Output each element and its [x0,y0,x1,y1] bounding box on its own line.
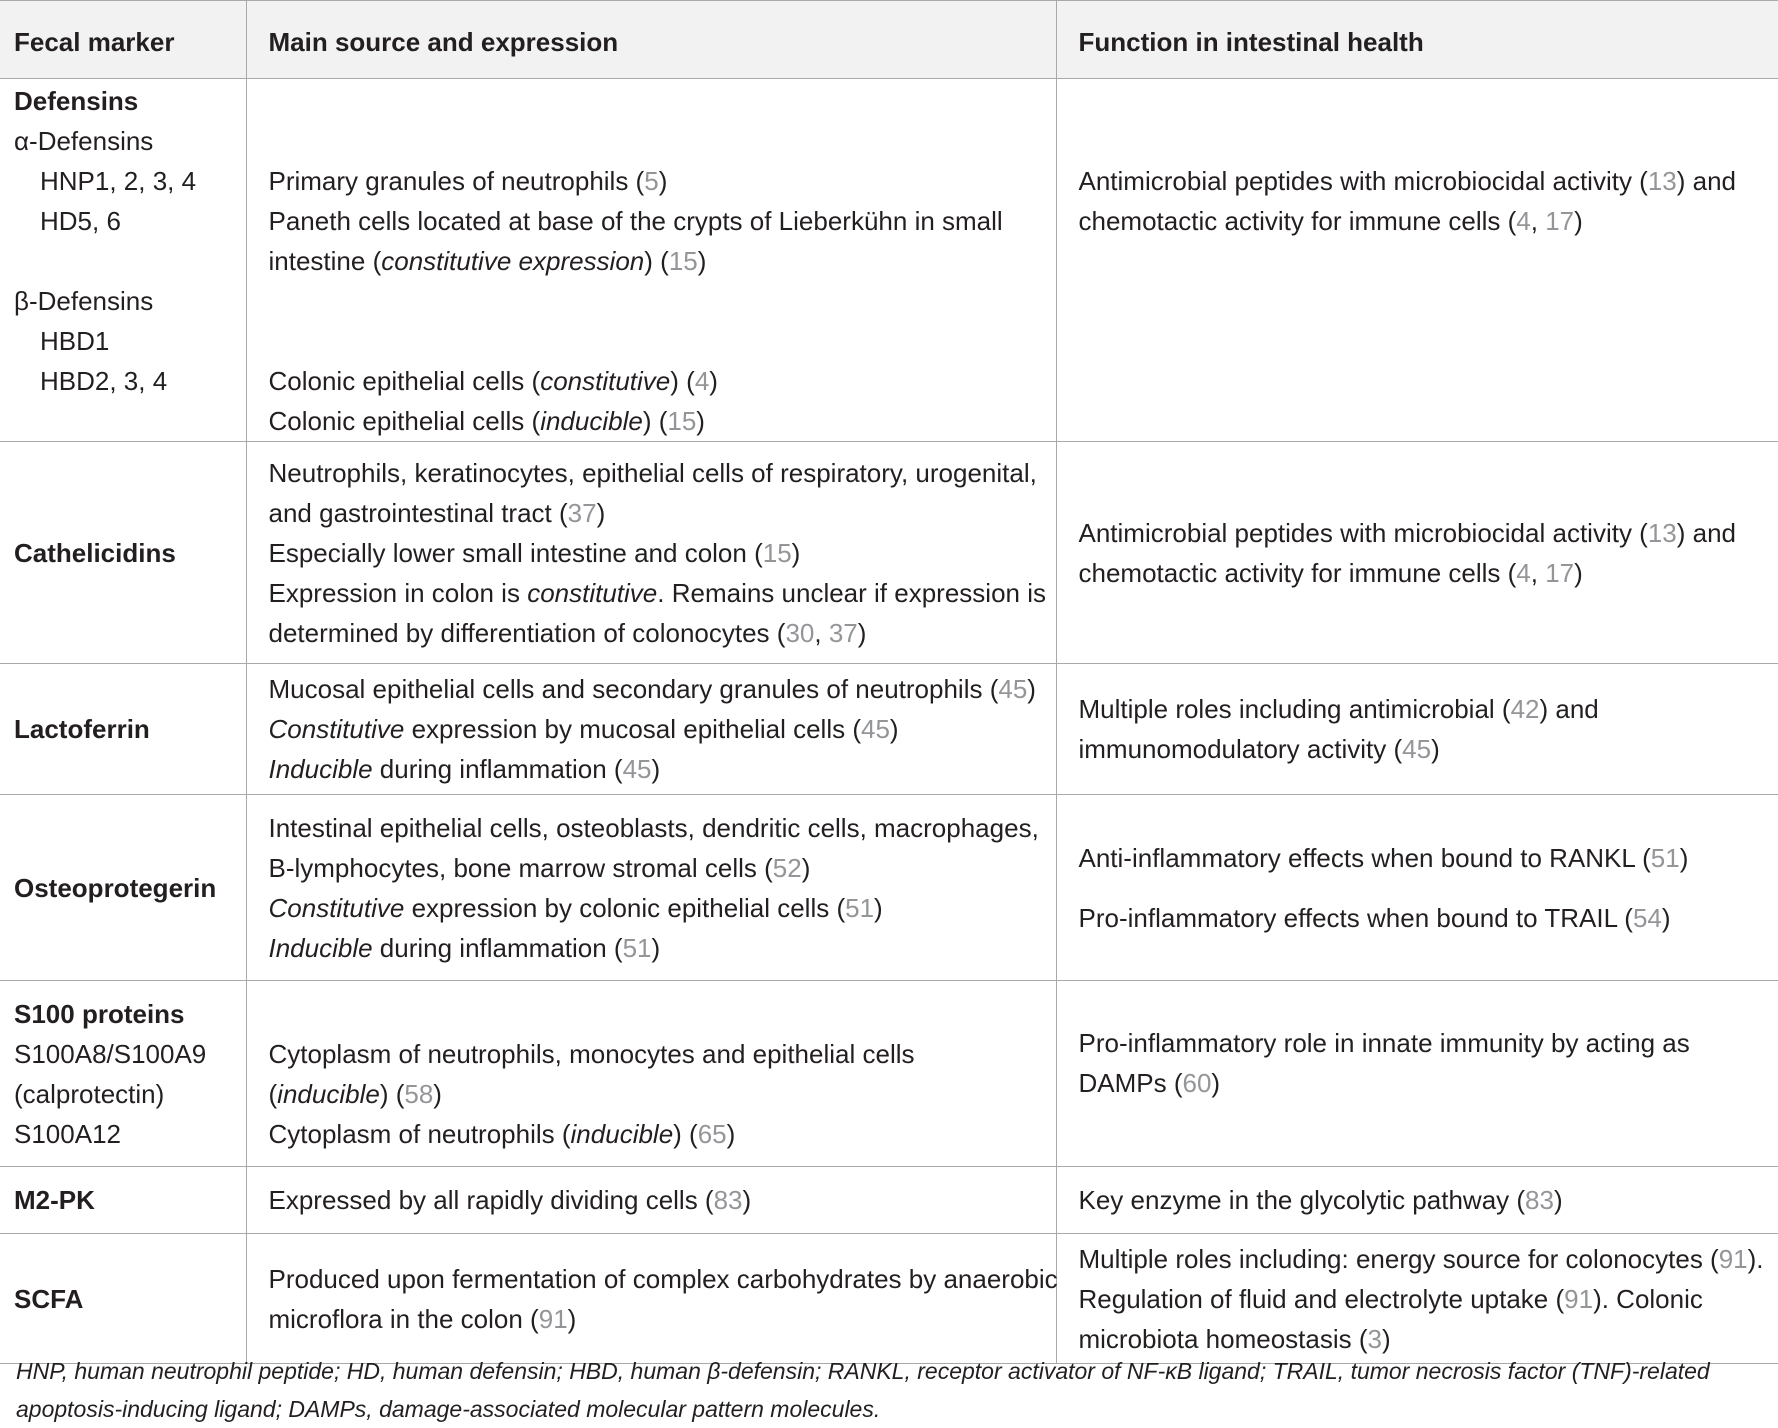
reference-link: 91 [1719,1244,1748,1274]
function-cell [1056,664,1778,795]
cell-text [1079,689,1778,729]
source-line: intestine (constitutive expression) (15) [269,241,1056,281]
table-footnote [16,1352,1766,1428]
cell-text: inducible [540,406,643,436]
header-fecal-marker: Fecal marker [0,1,246,79]
source-cell [246,1234,1056,1364]
spacer [269,281,1056,321]
cell-text: Pro-inflammatory effects when bound to TRAIL (54) [1079,898,1778,938]
marker-cell [0,79,246,442]
reference-link: 60 [1183,1068,1212,1098]
table-row-defensins [0,79,1778,442]
cell-text: constitutive [540,366,670,396]
reference-link: 83 [1525,1185,1554,1215]
reference-link: 17 [1545,558,1574,588]
marker-sub: HBD1 [14,321,246,361]
reference-link: 91 [539,1304,568,1334]
source-cell [246,79,1056,442]
cell-text: Especially lower small intestine and colon ( [269,538,763,568]
cell-text: Colonic epithelial cells ( [269,366,541,396]
cell-text: ) and [1677,518,1736,548]
reference-link: 37 [829,618,858,648]
cell-text [1079,161,1778,201]
cell-text: ) ( [670,366,695,396]
cell-text: Antimicrobial peptides with microbiocidal activity ( [1079,166,1648,196]
reference-link: 58 [404,1079,433,1109]
marker-sub: HD5, 6 [14,201,246,241]
cell-text: B-lymphocytes, bone marrow stromal cells ( [269,853,773,883]
cell-text: (calprotectin) [14,1074,246,1114]
cell-text: Key enzyme in the glycolytic pathway ( [1079,1185,1526,1215]
cell-text: chemotactic activity for immune cells ( [1079,558,1517,588]
cell-text: Anti-inflammatory effects when bound to RANKL ( [1079,843,1651,873]
reference-link: 30 [785,618,814,648]
cell-text: ) and [1540,694,1599,724]
cell-text: during inflammation ( [373,754,623,784]
reference-link: 3 [1368,1324,1382,1354]
cell-text: Primary granules of neutrophils ( [269,166,645,196]
cell-text: Expression in colon is [269,578,528,608]
table-row-scfa [0,1234,1778,1364]
cell-text: Inducible during inflammation (51) [269,928,1056,968]
cell-text: determined by differentiation of colonocytes ( [269,618,786,648]
cell-text: microflora in the colon (91) [269,1299,1056,1339]
cell-text: inducible [571,1119,674,1149]
marker-title: Lactoferrin [14,709,246,749]
marker-title: S100 proteins [14,994,246,1034]
cell-text: during inflammation ( [373,933,623,963]
reference-link: 83 [714,1185,743,1215]
cell-text: Cytoplasm of neutrophils, monocytes and epithelial cells [269,1034,1056,1074]
reference-link: 45 [623,754,652,784]
spacer [269,321,1056,361]
cell-text: Cytoplasm of neutrophils ( [269,1119,571,1149]
cell-text: constitutive expression [381,246,644,276]
table-row-osteoprotegerin [0,795,1778,981]
cell-text: expression by mucosal epithelial cells ( [404,714,861,744]
footnote-line: HNP, human neutrophil peptide; HD, human defensin; HBD, human β-defensin; RANKL, receptor activator of NF-κB ligand; TRAIL, tumor necrosis factor (TNF)-related [16,1352,1766,1390]
reference-link: 17 [1545,206,1574,236]
cell-text: Regulation of fluid and electrolyte uptake ( [1079,1284,1565,1314]
marker-cell [0,442,246,664]
header-function: Function in intestinal health [1056,1,1778,79]
marker-cell [0,795,246,981]
cell-text: Inducible [269,754,373,784]
cell-text: Constitutive expression by mucosal epithelial cells (45) [269,709,1056,749]
cell-text [1079,513,1778,553]
source-line: Paneth cells located at base of the crypts of Lieberkühn in small [269,201,1056,241]
function-cell [1056,79,1778,442]
cell-text: ) ( [380,1079,405,1109]
cell-text: S100A12 [14,1114,246,1154]
cell-text [1079,1239,1778,1279]
cell-text: Key enzyme in the glycolytic pathway (83) [1079,1180,1778,1220]
header-main-source: Main source and expression [246,1,1056,79]
cell-text: chemotactic activity for immune cells (4, 17) [1079,553,1778,593]
cell-text: Expressed by all rapidly dividing cells (83) [269,1180,1056,1220]
cell-text: Anti-inflammatory effects when bound to RANKL (51) [1079,838,1778,878]
marker-title: Osteoprotegerin [14,868,246,908]
cell-text: ) ( [643,406,668,436]
cell-text: microbiota homeostasis (3) [1079,1319,1778,1359]
cell-text: immunomodulatory activity ( [1079,734,1403,764]
cell-text: intestine ( [269,246,382,276]
table-row-m2pk [0,1167,1778,1234]
marker-title: Defensins [14,81,246,121]
cell-text: ) and [1677,166,1736,196]
reference-link: 4 [1516,558,1530,588]
cell-text: ). [1748,1244,1764,1274]
footnote-line: apoptosis-inducing ligand; DAMPs, damage-associated molecular pattern molecules. [16,1390,1766,1428]
spacer [269,121,1056,161]
cell-text: immunomodulatory activity (45) [1079,729,1778,769]
cell-text: Constitutive [269,714,405,744]
source-cell [246,442,1056,664]
cell-text: Pro-inflammatory role in innate immunity by acting as [1079,1023,1778,1063]
cell-text: determined by differentiation of colonocytes (30, 37) [269,613,1056,653]
cell-text: DAMPs ( [1079,1068,1183,1098]
header-row [0,1,1778,79]
reference-link: 4 [1516,206,1530,236]
cell-text: Mucosal epithelial cells and secondary granules of neutrophils ( [269,674,999,704]
cell-text: constitutive [527,578,657,608]
spacer [269,81,1056,121]
marker-title: SCFA [14,1279,246,1319]
reference-link: 51 [1651,843,1680,873]
marker-title: M2-PK [14,1180,246,1220]
marker-cell [0,981,246,1167]
spacer [1079,878,1778,898]
source-cell [246,664,1056,795]
source-line: Colonic epithelial cells (inducible) (15) [269,401,1056,441]
marker-sub: HBD2, 3, 4 [14,361,246,401]
reference-link: 45 [861,714,890,744]
marker-cell [0,1234,246,1364]
cell-text: DAMPs (60) [1079,1063,1778,1103]
reference-link: 51 [623,933,652,963]
table-row-lactoferrin [0,664,1778,795]
cell-text: Constitutive expression by colonic epithelial cells (51) [269,888,1056,928]
cell-text [1079,1279,1778,1319]
cell-text: Mucosal epithelial cells and secondary granules of neutrophils (45) [269,669,1056,709]
table-row-s100 [0,981,1778,1167]
source-cell [246,795,1056,981]
cell-text: Neutrophils, keratinocytes, epithelial cells of respiratory, urogenital, [269,453,1056,493]
cell-text: chemotactic activity for immune cells (4, 17) [1079,201,1778,241]
reference-link: 51 [845,893,874,923]
cell-text: Intestinal epithelial cells, osteoblasts, dendritic cells, macrophages, [269,808,1056,848]
cell-text: Multiple roles including: energy source for colonocytes ( [1079,1244,1719,1274]
source-cell [246,981,1056,1167]
marker-title: Cathelicidins [14,533,246,573]
source-line: Colonic epithelial cells (constitutive) (4) [269,361,1056,401]
reference-link: 45 [1402,734,1431,764]
reference-link: 45 [998,674,1027,704]
cell-text: Produced upon fermentation of complex carbohydrates by anaerobic [269,1259,1056,1299]
reference-link: 65 [698,1119,727,1149]
cell-text: inducible [277,1079,380,1109]
function-cell [1056,1167,1778,1234]
cell-text: S100A8/S100A9 [14,1034,246,1074]
reference-link: 37 [568,498,597,528]
reference-link: 54 [1633,903,1662,933]
reference-link: 13 [1648,518,1677,548]
cell-text: Especially lower small intestine and colon (15) [269,533,1056,573]
cell-text: Cytoplasm of neutrophils (inducible) (65) [269,1114,1056,1154]
cell-text [269,573,1056,613]
marker-cell [0,664,246,795]
reference-link: 15 [763,538,792,568]
cell-text: Inducible [269,933,373,963]
cell-text: Constitutive [269,893,405,923]
cell-text: ) ( [644,246,669,276]
spacer [14,241,246,281]
source-cell [246,1167,1056,1234]
cell-text: Pro-inflammatory effects when bound to TRAIL ( [1079,903,1633,933]
cell-text: ) ( [673,1119,698,1149]
reference-link: 91 [1564,1284,1593,1314]
cell-text: Colonic epithelial cells ( [269,406,541,436]
cell-text: Expressed by all rapidly dividing cells ( [269,1185,714,1215]
reference-link: 15 [667,406,696,436]
cell-text: chemotactic activity for immune cells ( [1079,206,1517,236]
cell-text: Inducible during inflammation (45) [269,749,1056,789]
cell-text: B-lymphocytes, bone marrow stromal cells (52) [269,848,1056,888]
table-row-cathelicidins [0,442,1778,664]
cell-text: microbiota homeostasis ( [1079,1324,1368,1354]
cell-text: . Remains unclear if expression is [657,578,1046,608]
reference-link: 5 [644,166,658,196]
function-cell [1056,442,1778,664]
reference-link: 13 [1648,166,1677,196]
cell-text: microflora in the colon ( [269,1304,539,1334]
cell-text: Antimicrobial peptides with microbiocidal activity ( [1079,518,1648,548]
marker-sub: β-Defensins [14,281,246,321]
spacer [269,994,1056,1034]
marker-cell [0,1167,246,1234]
cell-text: ). Colonic [1593,1284,1703,1314]
marker-sub: α-Defensins [14,121,246,161]
cell-text: and gastrointestinal tract (37) [269,493,1056,533]
function-cell [1056,795,1778,981]
marker-sub: HNP1, 2, 3, 4 [14,161,246,201]
reference-link: 4 [695,366,709,396]
reference-link: 52 [773,853,802,883]
reference-link: 42 [1511,694,1540,724]
cell-text: expression by colonic epithelial cells ( [404,893,845,923]
cell-text: Multiple roles including antimicrobial ( [1079,694,1511,724]
cell-text: and gastrointestinal tract ( [269,498,568,528]
cell-text: (inducible) (58) [269,1074,1056,1114]
function-cell [1056,1234,1778,1364]
function-cell [1056,981,1778,1167]
source-line: Primary granules of neutrophils (5) [269,161,1056,201]
reference-link: 15 [669,246,698,276]
cell-text: ( [269,1079,278,1109]
